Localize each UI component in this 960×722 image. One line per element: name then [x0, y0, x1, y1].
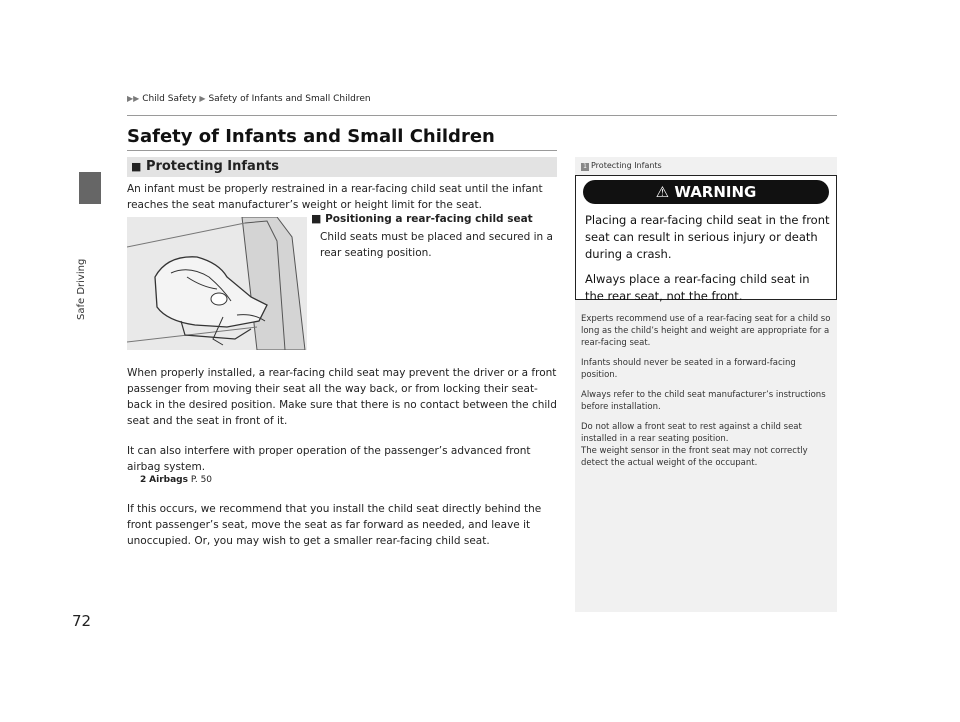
warning-text — [585, 212, 831, 305]
page-number: 72 — [72, 612, 92, 630]
warning-label: WARNING — [674, 183, 757, 201]
warning-paragraph-1: Placing a rear-facing child seat in the front seat can result in serious injury or death during a crash. — [585, 213, 830, 261]
section-heading-text: Protecting Infants — [145, 159, 280, 174]
side-notes-heading — [581, 161, 662, 171]
section-tab-marker — [79, 172, 101, 204]
body-paragraph-2: It can also interfere with proper operation of the passenger’s advanced front airbag system. — [127, 445, 531, 473]
cross-reference-airbags[interactable] — [140, 475, 212, 485]
side-note: Do not allow a front seat to rest against a child seat installed in a rear seating position. — [581, 422, 802, 444]
square-bullet-icon: ■ — [131, 160, 142, 173]
subsection-text: Child seats must be placed and secured in a rear seating position. — [320, 231, 553, 259]
rear-facing-child-seat-illustration — [127, 217, 307, 350]
header-divider — [127, 115, 837, 116]
warning-box — [575, 175, 837, 303]
subsection-heading-text: Positioning a rear-facing child seat — [325, 213, 533, 225]
breadcrumb-item-current: Safety of Infants and Small Children — [208, 94, 371, 104]
warning-paragraph-2: Always place a rear-facing child seat in the rear seat, not the front. — [585, 272, 810, 303]
cross-reference-icon: 2 — [140, 475, 147, 485]
body-paragraph-1: When properly installed, a rear-facing child seat may prevent the driver or a front passenger from moving their seat all the way back, or from locking their seat-back in the desired position. Make sure that there is no contact between the child seat and the seat in front of it. — [127, 367, 557, 427]
side-notes-heading-text: Protecting Infants — [591, 161, 662, 170]
breadcrumb — [127, 94, 371, 104]
warning-banner — [583, 180, 829, 204]
side-notes-text — [581, 313, 831, 477]
breadcrumb-item-child-safety[interactable]: Child Safety — [142, 94, 197, 104]
square-bullet-icon: ■ — [311, 212, 322, 225]
section-heading — [127, 157, 557, 177]
title-divider — [127, 150, 557, 151]
note-reference-number: 1 — [581, 163, 589, 171]
side-notes-panel — [575, 157, 837, 612]
breadcrumb-arrow-icon: ▶▶ — [127, 94, 140, 103]
page-title: Safety of Infants and Small Children — [127, 126, 495, 147]
side-note: Always refer to the child seat manufacturer’s instructions before installation. — [581, 390, 826, 412]
cross-reference-page: P. 50 — [190, 475, 213, 485]
side-note: Infants should never be seated in a forward-facing position. — [581, 358, 796, 380]
intro-paragraph: An infant must be properly restrained in a rear-facing child seat until the infant reaches the seat manufacturer’s weight or height limit for the seat. — [127, 183, 543, 211]
cross-reference-label: Airbags — [149, 475, 188, 485]
breadcrumb-arrow-icon: ▶ — [199, 94, 206, 103]
subsection-heading — [311, 212, 533, 225]
body-paragraph-3: If this occurs, we recommend that you install the child seat directly behind the front passenger’s seat, move the seat as far forward as needed, and leave it unoccupied. Or, you may wish to get a smaller rear-facing child seat. — [127, 503, 542, 547]
section-side-label: Safe Driving — [76, 258, 87, 320]
side-note: Experts recommend use of a rear-facing seat for a child so long as the child’s height and weight are appropriate for a rear-facing seat. — [581, 314, 831, 348]
side-note: The weight sensor in the front seat may not correctly detect the actual weight of the occupant. — [581, 446, 808, 468]
alert-triangle-icon: ⚠ — [655, 183, 670, 201]
